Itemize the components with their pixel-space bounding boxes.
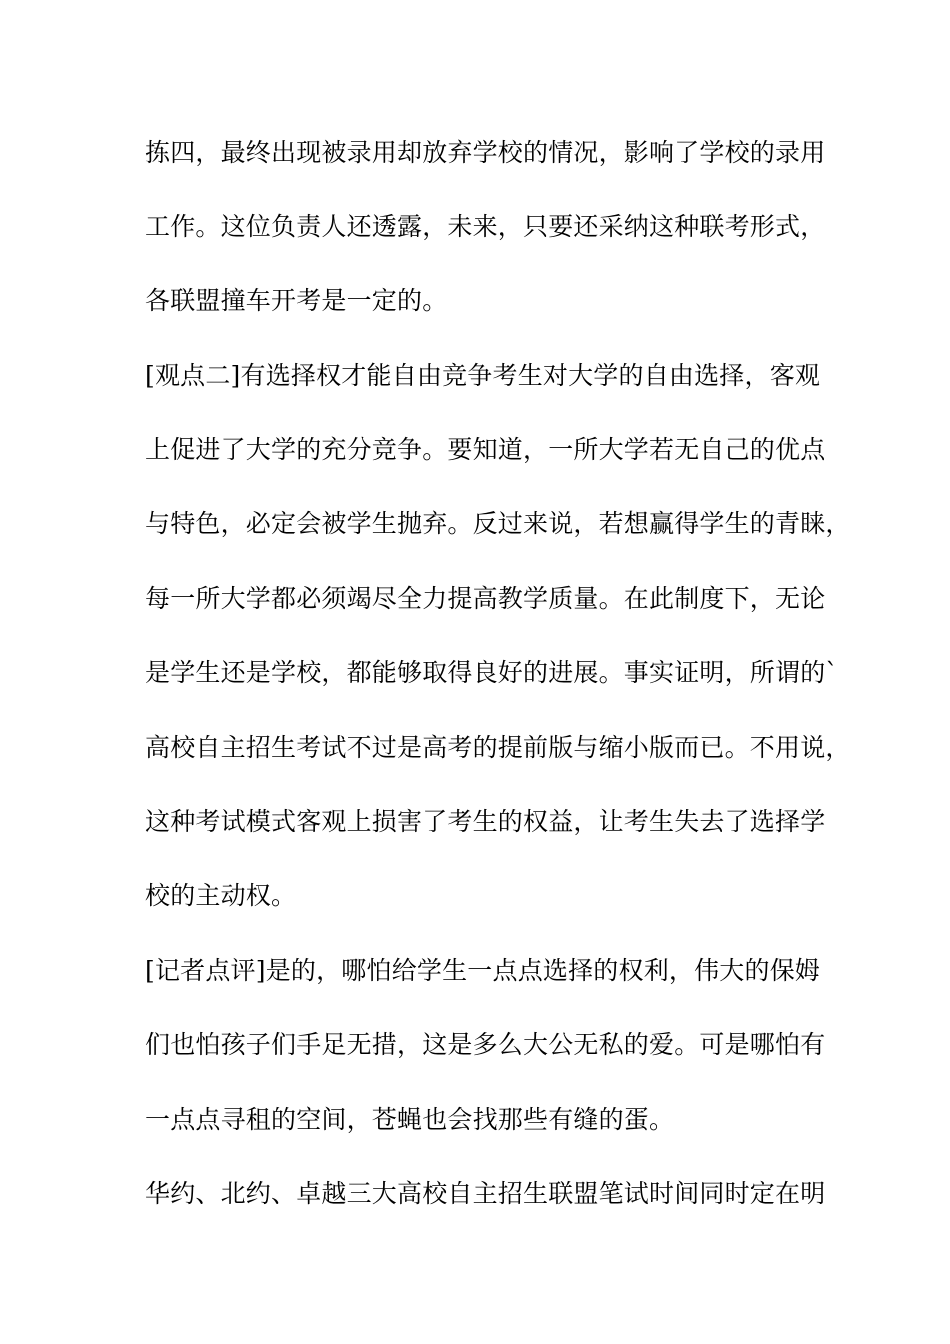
text-line-5: 上促进了大学的充分竞争。要知道，一所大学若无自己的优点: [145, 435, 826, 464]
text-line-1: 拣四，最终出现被录用却放弃学校的情况，影响了学校的录用: [145, 138, 826, 167]
text-line-11: 校的主动权。: [145, 881, 297, 910]
text-line-10: 这种考试模式客观上损害了考生的权益，让考生失去了选择学: [145, 807, 826, 836]
text-line-8: 是学生还是学校，都能够取得良好的进展。事实证明，所谓的`: [145, 658, 839, 687]
text-line-6: 与特色，必定会被学生抛弃。反过来说，若想赢得学生的青睐，: [145, 509, 851, 538]
text-line-7: 每一所大学都必须竭尽全力提高教学质量。在此制度下，无论: [145, 584, 826, 613]
text-line-4: [观点二]有选择权才能自由竞争考生对大学的自由选择，客观: [145, 361, 821, 390]
text-line-12: [记者点评]是的，哪怕给学生一点点选择的权利，伟大的保姆: [145, 956, 821, 985]
text-line-15: 华约、北约、卓越三大高校自主招生联盟笔试时间同时定在明: [145, 1179, 826, 1208]
text-line-13: 们也怕孩子们手足无措，这是多么大公无私的爱。可是哪怕有: [145, 1030, 826, 1059]
text-line-2: 工作。这位负责人还透露，未来，只要还采纳这种联考形式，: [145, 212, 826, 241]
text-line-14: 一点点寻租的空间，苍蝇也会找那些有缝的蛋。: [145, 1105, 675, 1134]
text-line-9: 高校自主招生考试不过是高考的提前版与缩小版而已。不用说，: [145, 733, 851, 762]
text-line-3: 各联盟撞车开考是一定的。: [145, 286, 448, 315]
